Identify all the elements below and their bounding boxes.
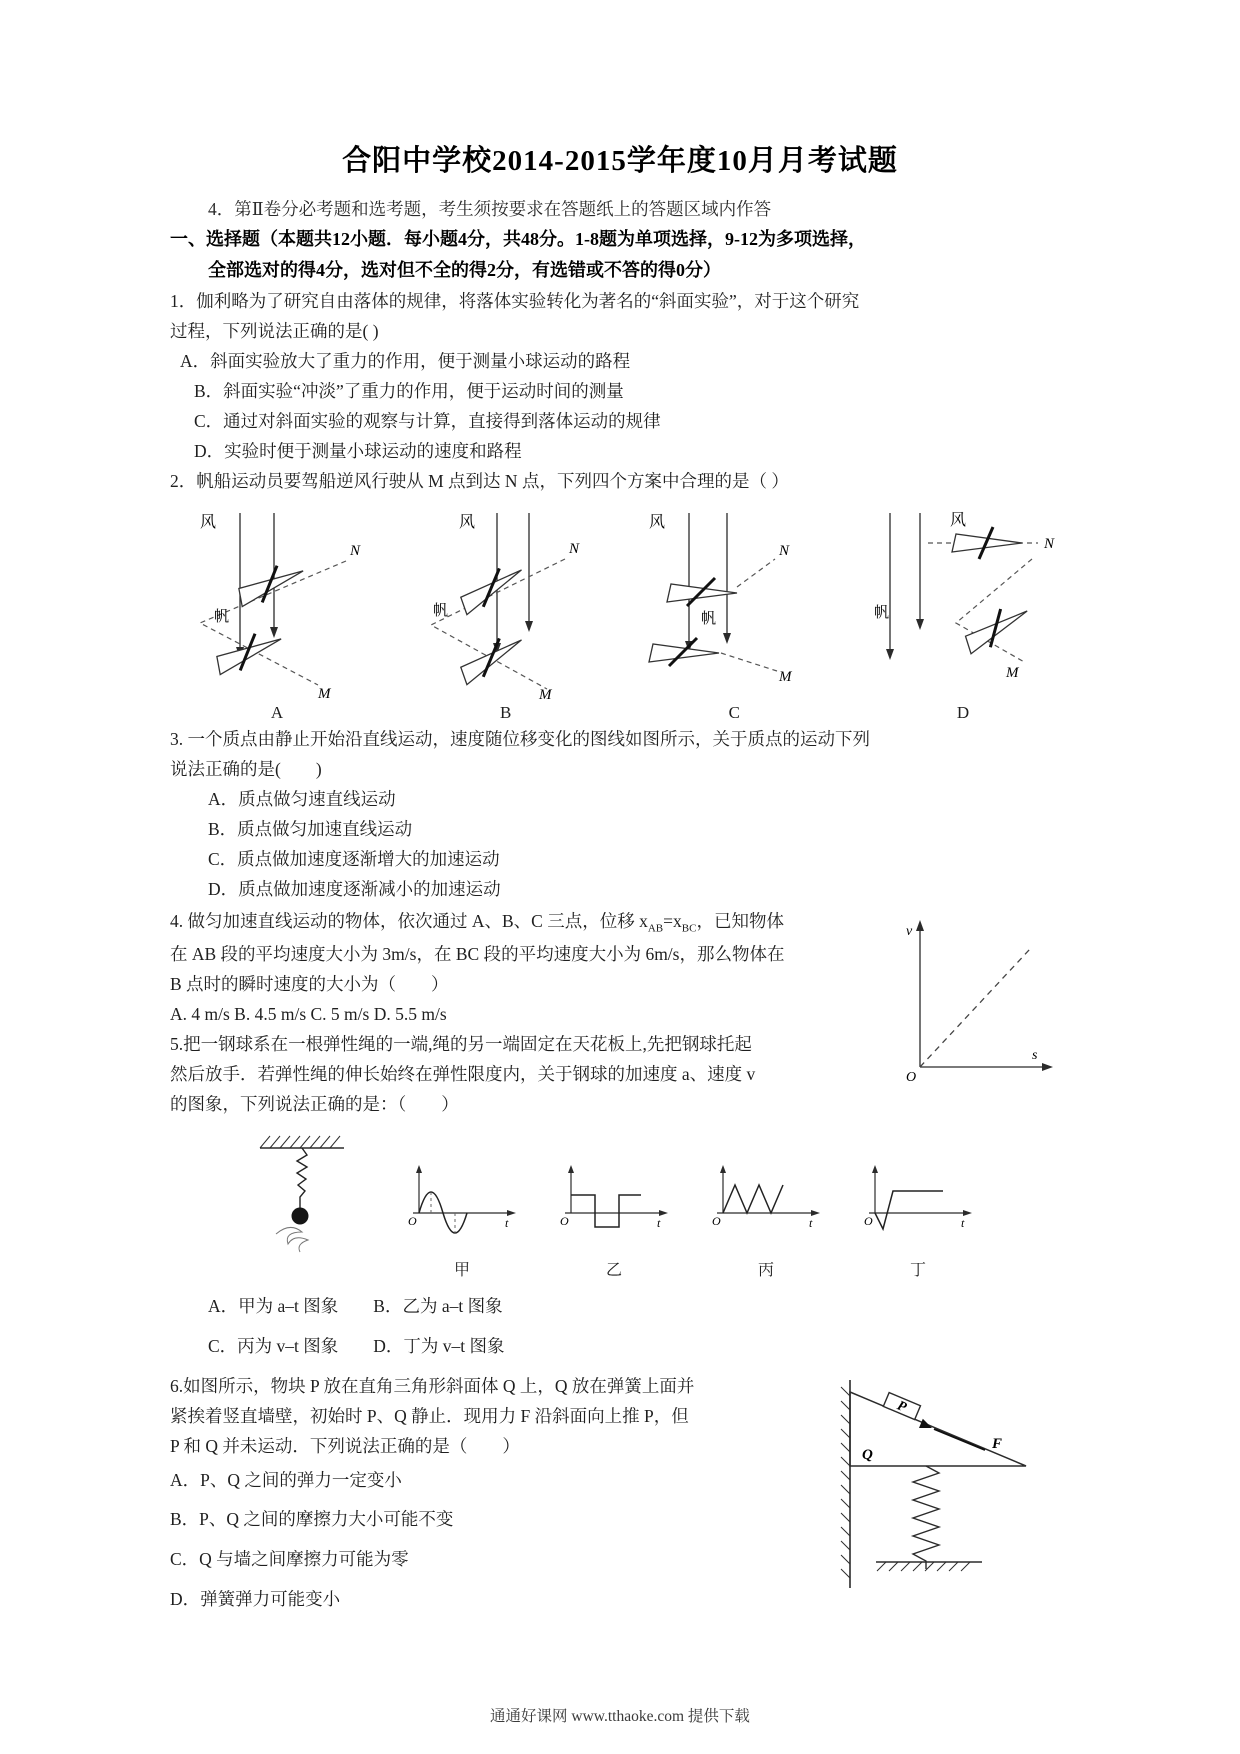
q6-option-c: C．Q 与墙之间摩擦力可能为零 — [170, 1548, 409, 1569]
course-line — [737, 559, 775, 587]
q6-stem-line3: P 和 Q 并未运动．下列说法正确的是（ ） — [170, 1435, 520, 1456]
point-m-label: M — [318, 686, 331, 702]
q5-stem-line1: 5.把一钢球系在一根弹性绳的一端,绳的另一端固定在天花板上,先把钢球托起 — [170, 1034, 752, 1055]
boat — [649, 638, 719, 666]
q6-option-d: D．弹簧弹力可能变小 — [170, 1588, 341, 1609]
elastic-rope — [297, 1148, 307, 1208]
q1-stem-line1: 1．伽利略为了研究自由落体的规律，将落体实验转化为著名的“斜面实验”，对于这个研究 — [170, 291, 860, 312]
q3-option-a: A．质点做匀速直线运动 — [208, 789, 396, 810]
ball-on-elastic-rope-diagram — [234, 1130, 369, 1280]
boat — [233, 557, 308, 610]
t-axis-label: t — [961, 1216, 965, 1231]
sail-label: 帆 — [214, 609, 230, 626]
sail-diagram-b-svg — [399, 501, 613, 701]
q1-option-d: D．实验时便于测量小球运动的速度和路程 — [194, 441, 522, 462]
q5-option-line1: A．甲为 a–t 图象 B．乙为 a–t 图象 — [208, 1296, 503, 1317]
boat — [959, 598, 1034, 657]
q5-stem-line2: 然后放手．若弹性绳的伸长始终在弹性限度内，关于钢球的加速度 a、速度 v — [170, 1064, 756, 1085]
question-1 — [170, 287, 1070, 465]
wall — [841, 1380, 850, 1588]
steel-ball — [292, 1208, 309, 1225]
t-axis-label: t — [657, 1216, 661, 1231]
wind-label: 风 — [200, 514, 217, 532]
curve — [875, 1191, 943, 1229]
wind-label: 风 — [949, 512, 966, 530]
wind-arrows — [685, 513, 731, 652]
sail-diagram-a-svg — [170, 501, 384, 701]
point-n-label: N — [350, 543, 361, 560]
vs-curve — [920, 949, 1030, 1067]
q4-sub-ab: AB — [647, 922, 664, 935]
origin-label: O — [906, 1070, 917, 1086]
q3-option-d: D．质点做加速度逐渐减小的加速运动 — [208, 879, 501, 900]
question-6 — [170, 1372, 1070, 1621]
ceiling-hatch — [260, 1136, 344, 1148]
p-label: P — [894, 1398, 909, 1416]
q1-stem-line2: 过程，下列说法正确的是( ) — [170, 321, 379, 342]
ground — [876, 1562, 982, 1571]
q6-option-a: A．P、Q 之间的弹力一定变小 — [170, 1469, 402, 1490]
vs-graph-svg — [892, 909, 1070, 1087]
q4-l1c: ，已知物体 — [696, 911, 784, 932]
wind-arrows — [886, 513, 924, 660]
point-n-label: N — [779, 543, 790, 560]
q2-diagram-row — [170, 501, 1070, 723]
sail-diagram-d-svg — [856, 501, 1070, 701]
q4-sub-bc: BC — [681, 922, 697, 935]
page-title: 合阳中学校2014-2015学年度10月月考试题 — [342, 145, 898, 177]
incline-spring-svg — [830, 1374, 1070, 1606]
note-line: 4．第Ⅱ卷分必考题和选考题，考生须按要求在答题纸上的答题区域内作答 — [208, 199, 772, 219]
q1-option-a: A．斜面实验放大了重力的作用，便于测量小球运动的路程 — [180, 351, 631, 372]
sail-label: 帆 — [432, 603, 448, 620]
origin-label: O — [408, 1214, 417, 1229]
t-axis-label: t — [505, 1216, 509, 1231]
sail-label: 帆 — [873, 605, 889, 622]
curve — [723, 1185, 783, 1213]
graph-jia — [403, 1161, 521, 1280]
question-3 — [170, 725, 1070, 903]
q6-option-b: B．P、Q 之间的摩擦力大小可能不变 — [170, 1509, 454, 1530]
q3-stem-line2: 说法正确的是( ) — [170, 759, 322, 780]
f-label: F — [992, 1435, 1003, 1452]
q5-stem-line3: 的图象，下列说法正确的是：（ ） — [170, 1094, 459, 1115]
panel-letter-d: D — [956, 703, 970, 723]
panel-letter-b: B — [499, 703, 512, 723]
t-axis-label: t — [809, 1216, 813, 1231]
origin-label: O — [560, 1214, 569, 1229]
s-axis-label: s — [1032, 1048, 1038, 1064]
q3-option-c: C．质点做加速度逐渐增大的加速运动 — [208, 849, 500, 870]
sail-label: 帆 — [701, 611, 717, 628]
graph-bing-svg — [707, 1161, 825, 1256]
incline-spring-diagram — [830, 1374, 1070, 1606]
q4-options-line: A. 4 m/s B. 4.5 m/s C. 5 m/s D. 5.5 m/s — [170, 1004, 447, 1025]
q4-stem-line3: B 点时的瞬时速度的大小为（ ） — [170, 974, 449, 995]
hand-sketch — [276, 1228, 308, 1253]
sail-diagram-d — [856, 501, 1070, 723]
point-n-label: N — [1043, 536, 1054, 553]
graph-bing — [707, 1161, 825, 1280]
spring — [913, 1466, 939, 1569]
section-header-line1: 一、选择题（本题共12小题．每小题4分，共48分。1-8题为单项选择，9-12为多项选择， — [170, 229, 866, 249]
boat — [455, 559, 527, 616]
page-footer: 通通好课网 www.tthaoke.com 提供下载 — [490, 1708, 750, 1725]
graph-yi — [555, 1161, 673, 1280]
question-2 — [170, 467, 1070, 723]
sail-diagram-c-svg — [627, 501, 841, 701]
panel-letter-c: C — [728, 703, 740, 723]
ball-rope-svg — [234, 1130, 369, 1280]
graph-bing-label: 丙 — [757, 1262, 774, 1280]
q-label: Q — [862, 1446, 873, 1463]
boat — [952, 527, 1022, 559]
course-line — [431, 559, 565, 689]
sail-diagram-a — [170, 501, 384, 723]
graph-jia-label: 甲 — [453, 1262, 470, 1280]
origin-label: O — [864, 1214, 873, 1229]
q4-l1a: 4. 做匀加速直线运动的物体，依次通过 A、B、C 三点，位移 x — [170, 911, 648, 932]
vs-graph — [892, 909, 1070, 1087]
course-line — [956, 559, 1032, 663]
block-p — [883, 1392, 921, 1420]
boat — [455, 629, 527, 686]
graph-yi-label: 乙 — [605, 1262, 622, 1280]
graph-ding — [859, 1161, 977, 1280]
graph-yi-svg — [555, 1161, 673, 1256]
q4-l1b: =x — [663, 911, 682, 932]
q3-stem-line1: 3. 一个质点由静止开始沿直线运动，速度随位移变化的图线如图所示，关于质点的运动下列 — [170, 729, 870, 750]
point-n-label: N — [568, 541, 579, 558]
q4-stem-line2: 在 AB 段的平均速度大小为 3m/s，在 BC 段的平均速度大小为 6m/s，那么物体在 — [170, 944, 785, 965]
wind-label: 风 — [649, 514, 666, 532]
graph-ding-svg — [859, 1161, 977, 1256]
panel-letter-a: A — [270, 703, 284, 723]
graph-jia-svg — [403, 1161, 521, 1256]
origin-label: O — [712, 1214, 721, 1229]
curve — [571, 1195, 641, 1227]
q1-option-b: B．斜面实验“冲淡”了重力的作用，便于运动时间的测量 — [194, 381, 624, 402]
q2-stem: 2．帆船运动员要驾船逆风行驶从 M 点到达 N 点，下列四个方案中合理的是（ ） — [170, 471, 789, 492]
q6-stem-line2: 紧挨着竖直墙壁，初始时 P、Q 静止．现用力 F 沿斜面向上推 P，但 — [170, 1405, 689, 1426]
point-m-label: M — [538, 687, 552, 702]
q5-options — [170, 1288, 1070, 1365]
graph-ding-label: 丁 — [909, 1262, 926, 1280]
force-f-arrow — [934, 1429, 985, 1450]
point-m-label: M — [1005, 665, 1019, 682]
section-header-line2: 全部选对的得4分，选对但不全的得2分，有选错或不答的得0分） — [208, 260, 721, 281]
q6-stem-line1: 6.如图所示，物块 P 放在直角三角形斜面体 Q 上，Q 放在弹簧上面并 — [170, 1375, 695, 1396]
course-line — [721, 653, 777, 671]
point-m-label: M — [779, 669, 792, 686]
q4-q5-block — [170, 907, 1070, 1365]
q5-option-line2: C．丙为 v–t 图象 D．丁为 v–t 图象 — [208, 1336, 505, 1357]
sail-diagram-c — [627, 501, 841, 723]
q1-option-c: C．通过对斜面实验的观察与计算，直接得到落体运动的规律 — [194, 411, 661, 432]
q5-diagram-row — [234, 1130, 1070, 1280]
v-axis-label: v — [906, 924, 913, 940]
wedge-q — [850, 1392, 1026, 1466]
wind-label: 风 — [458, 514, 475, 532]
sail-diagram-b — [399, 501, 613, 723]
q3-option-b: B．质点做匀加速直线运动 — [208, 819, 413, 840]
